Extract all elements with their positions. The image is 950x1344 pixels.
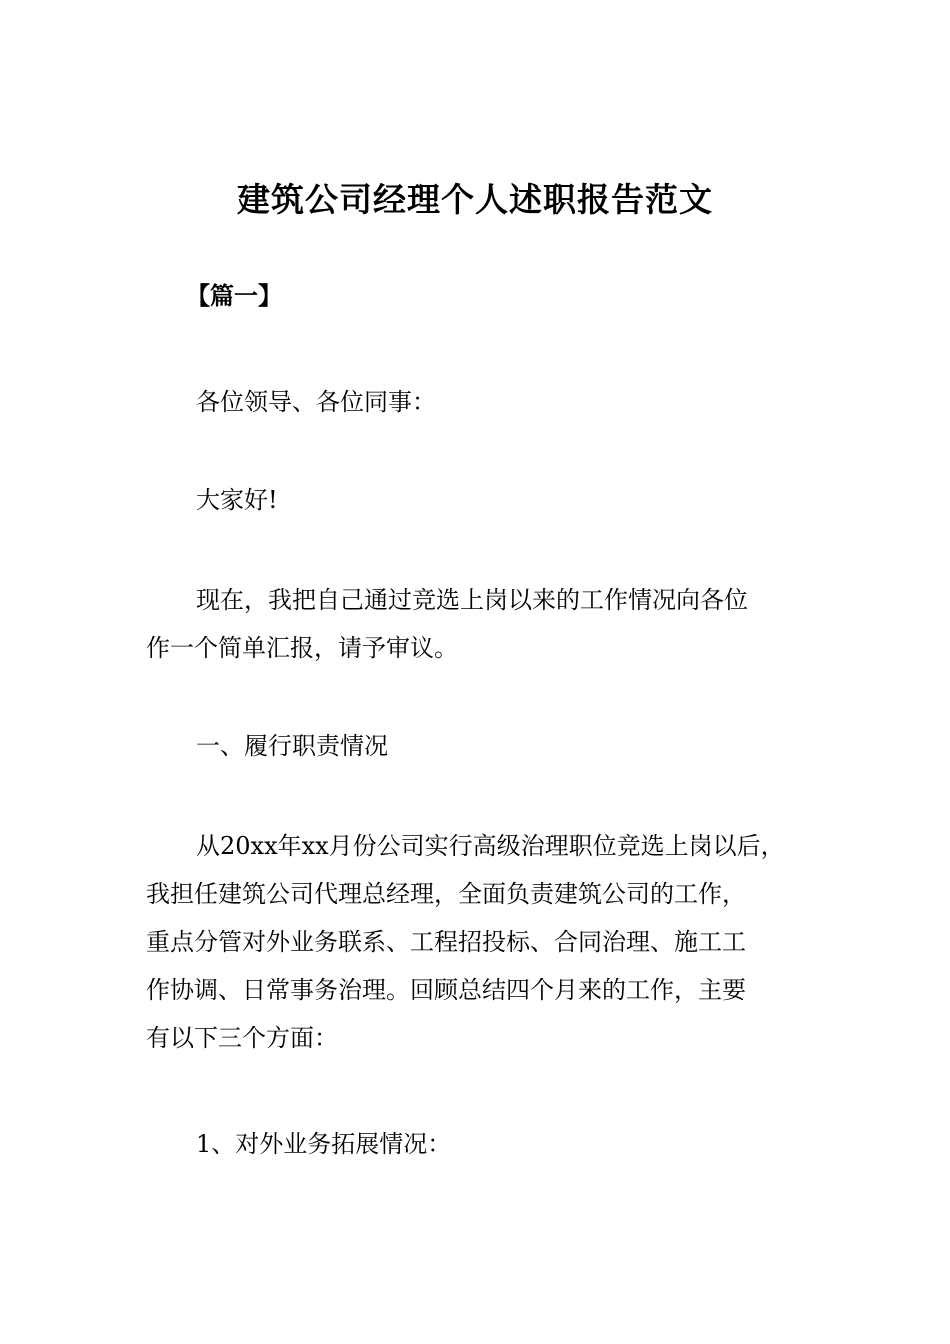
body-paragraph xyxy=(146,822,836,1062)
subheading-business-expansion: 1、对外业务拓展情况： xyxy=(196,1130,452,1158)
section-tag: 【篇一】 xyxy=(186,282,282,310)
body-line-3: 重点分管对外业务联系、工程招投标、合同治理、施工工 xyxy=(146,928,746,956)
document-title: 建筑公司经理个人述职报告范文 xyxy=(237,180,713,219)
body-line-5: 有以下三个方面： xyxy=(146,1024,338,1052)
body-line-4: 作协调、日常事务治理。回顾总结四个月来的工作，主要 xyxy=(146,976,746,1004)
intro-paragraph xyxy=(146,576,836,672)
body-line-1: 从20xx年xx月份公司实行高级治理职位竞选上岗以后， xyxy=(196,832,785,860)
body-line-2: 我担任建筑公司代理总经理，全面负责建筑公司的工作， xyxy=(146,880,746,908)
greeting: 大家好! xyxy=(196,486,278,514)
salutation: 各位领导、各位同事： xyxy=(196,388,436,416)
heading-duties: 一、履行职责情况 xyxy=(196,732,388,760)
intro-line-1: 现在，我把自己通过竞选上岗以来的工作情况向各位 xyxy=(196,586,748,614)
intro-line-2: 作一个简单汇报，请予审议。 xyxy=(146,634,458,662)
